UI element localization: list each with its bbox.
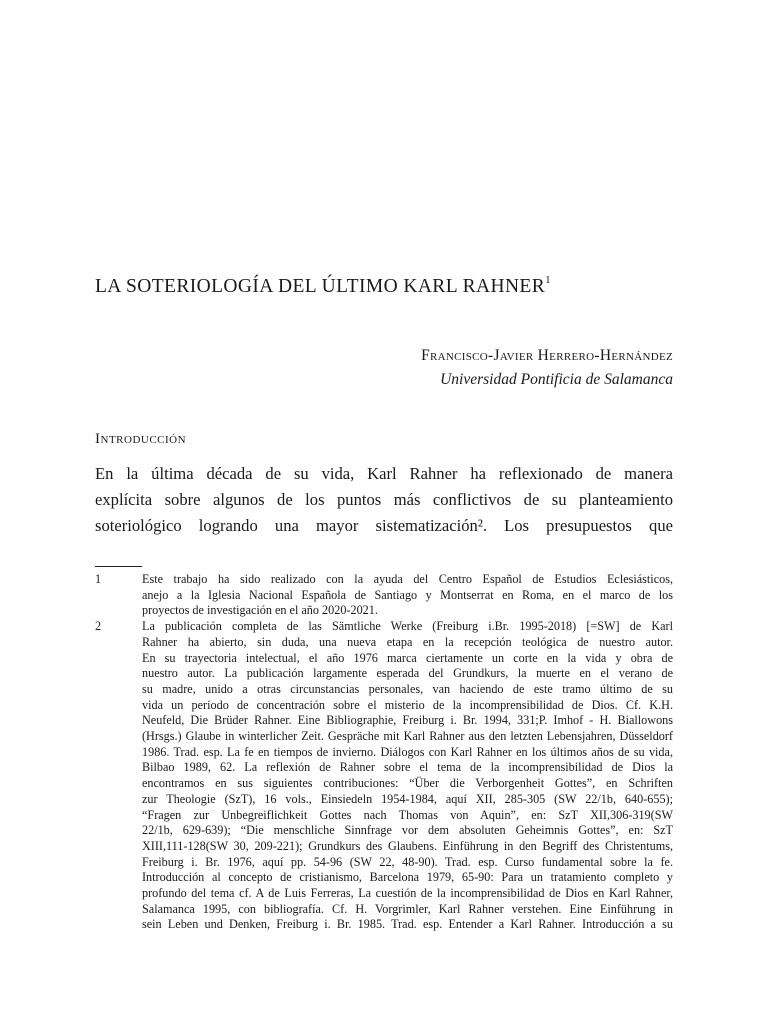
author-affiliation: Universidad Pontificia de Salamanca <box>440 371 673 388</box>
footnote-line: Este trabajo ha sido realizado con la ayuda del Centro Español de Estudios Eclesiásticos, <box>142 572 673 586</box>
footnote-line: zur Theologie (SzT), 16 vols., Einsiedeln 1954-1984, aquí XII, 285-305 (SW 22/1b, 640-655); <box>142 791 673 806</box>
footnote-number: 1 <box>95 572 102 586</box>
footnote-line: La publicación completa de las Sämtliche Werke (Freiburg i.Br. 1995-2018) [=SW] de Karl <box>142 619 673 634</box>
article-title <box>95 276 675 298</box>
footnote-text <box>142 572 673 619</box>
footnote-line: encontramos en sus siguientes contribuciones: “Über die Verborgenheit Gottes”, en Schriften <box>142 776 673 791</box>
footnote-line: proyectos de investigación en el año 2020-2021. <box>142 603 378 618</box>
footnote-line: (Hrsgs.) Glaube in winterlicher Zeit. Gespräche mit Karl Rahner aus den letzten Lebensjahren, Düsseldorf <box>142 729 673 744</box>
title-footnote-ref[interactable]: 1 <box>545 274 552 286</box>
footnote-line: Freiburg i. Br. 1976, aquí pp. 54-96 (SW 22, 48-90). Trad. esp. Curso fundamental sobre la fe. <box>142 854 673 869</box>
footnote-line: su madre, unido a otras circunstancias personales, van haciendo de este tramo último de su <box>142 681 673 696</box>
footnote-line: Bilbao 1989, 62. La reflexión de Rahner sobre el tema de la incomprensibilidad de Dios la <box>142 760 673 775</box>
footnote-line: Salamanca 1995, con bibliografía. Cf. H. Vorgrimler, Karl Rahner verstehen. Eine Einführung in <box>142 901 673 916</box>
footnote-line: 1986. Trad. esp. La fe en tiempos de invierno. Diálogos con Karl Rahner en los últimos años de su vida, <box>142 744 673 759</box>
footnote-line: nuestro autor. La publicación largamente esperada del Grundkurs, la muerte en el verano de <box>142 666 673 681</box>
author-name: Francisco-Javier Herrero-Hernández <box>421 347 673 364</box>
footnote-line: profundo del tema cf. A de Luis Ferreras, La cuestión de la incomprensibilidad de Dios en Karl Rahner, <box>142 886 673 901</box>
intro-line: En la última década de su vida, Karl Rahner ha reflexionado de manera <box>95 464 673 483</box>
footnote-number: 2 <box>95 619 102 634</box>
footnote-line: sein Leben und Denken, Freiburg i. Br. 1985. Trad. esp. Entender a Karl Rahner. Introducción a su <box>142 917 673 932</box>
footnotes <box>95 572 673 933</box>
footnote-line: “Fragen zur Unbegreiflichkeit Gottes nach Thomas von Aquin”, en: SzT XII,306-319(SW <box>142 807 673 822</box>
intro-paragraph <box>95 461 673 539</box>
footnote-line: Rahner ha abierto, sin duda, una nueva etapa en la recepción teológica de nuestro autor. <box>142 634 673 649</box>
footnote-1 <box>95 572 673 619</box>
footnote-line: En su trayectoria intelectual, el año 1976 marca ciertamente un corte en la vida y obra de <box>142 650 673 665</box>
article-title-text: LA SOTERIOLOGÍA DEL ÚLTIMO KARL RAHNER <box>95 276 546 297</box>
footnote-line: Neufeld, Die Brüder Rahner. Eine Bibliographie, Freiburg i. Br. 1994, 331;P. Imhof - H. Biallowons <box>142 713 673 728</box>
footnote-2 <box>95 619 673 933</box>
footnote-line: 22/1b, 629-639); “Die menschliche Sinnfrage vor dem absoluten Geheimnis Gottes”, en: SzT <box>142 823 673 838</box>
footnote-line: anejo a la Iglesia Nacional Española de Santiago y Montserrat en Roma, en el marco de los <box>142 587 673 602</box>
intro-line: soteriológico logrando una mayor sistematización². Los presupuestos que <box>95 516 673 535</box>
footnote-line: vida un período de concentración sobre el misterio de la incomprensibilidad de Dios. Cf. K.H. <box>142 697 673 712</box>
footnote-text <box>142 619 673 933</box>
footnote-separator <box>95 566 142 567</box>
footnote-line: XIII,111-128(SW 30, 209-221); Grundkurs des Glaubens. Einführung in den Begriff des Christentums, <box>142 838 673 853</box>
intro-line: explícita sobre algunos de los puntos más conflictivos de su planteamiento <box>95 490 673 509</box>
footnote-line: Introducción al concepto de cristianismo, Barcelona 1979, 65-90: Para un tratamiento completo y <box>142 870 673 885</box>
section-heading: Introducción <box>95 431 187 447</box>
